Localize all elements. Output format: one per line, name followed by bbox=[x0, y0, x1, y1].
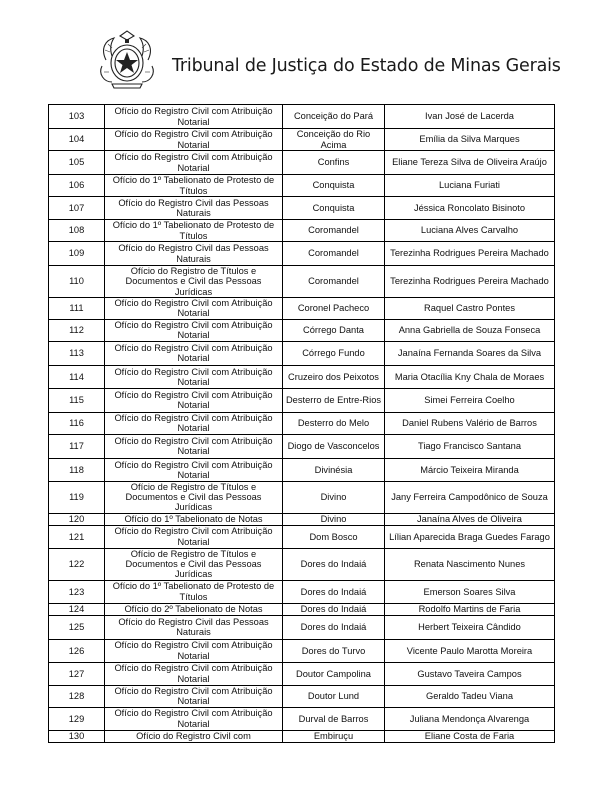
table-row bbox=[49, 707, 555, 730]
table-row bbox=[49, 730, 555, 742]
cell-city: Coromandel bbox=[283, 242, 385, 266]
cell-city: Divinésia bbox=[283, 458, 385, 481]
cell-number: 125 bbox=[49, 615, 105, 639]
cell-office: Ofício do 1º Tabelionato de Protesto de Títulos bbox=[105, 175, 283, 197]
cell-name: Ivan José de Lacerda bbox=[385, 105, 555, 129]
cell-name: Raquel Castro Pontes bbox=[385, 297, 555, 319]
cell-name: Luciana Furiati bbox=[385, 175, 555, 197]
cell-city: Conquista bbox=[283, 175, 385, 197]
cell-city: Córrego Danta bbox=[283, 319, 385, 341]
cell-city: Dores do Indaiá bbox=[283, 548, 385, 580]
cell-name: Geraldo Tadeu Viana bbox=[385, 685, 555, 707]
cell-number: 121 bbox=[49, 525, 105, 548]
table-row bbox=[49, 615, 555, 639]
cell-office: Ofício do Registro Civil com Atribuição Notarial bbox=[105, 458, 283, 481]
cell-number: 127 bbox=[49, 662, 105, 685]
cell-number: 113 bbox=[49, 341, 105, 365]
cell-office: Ofício de Registro de Títulos e Documentos e Civil das Pessoas Jurídicas bbox=[105, 481, 283, 513]
cell-name: Maria Otacília Kny Chala de Moraes bbox=[385, 365, 555, 388]
cell-name: Anna Gabriella de Souza Fonseca bbox=[385, 319, 555, 341]
cell-city: Dores do Indaiá bbox=[283, 603, 385, 615]
cell-office: Ofício do Registro Civil com Atribuição Notarial bbox=[105, 365, 283, 388]
table-row bbox=[49, 105, 555, 129]
table-row bbox=[49, 603, 555, 615]
cell-city: Divino bbox=[283, 481, 385, 513]
cell-city: Dores do Turvo bbox=[283, 639, 385, 662]
cell-number: 109 bbox=[49, 242, 105, 266]
registry-table-body bbox=[49, 105, 555, 743]
cell-office: Ofício do Registro Civil das Pessoas Naturais bbox=[105, 197, 283, 220]
cell-city: Córrego Fundo bbox=[283, 341, 385, 365]
table-row bbox=[49, 525, 555, 548]
cell-number: 105 bbox=[49, 151, 105, 175]
cell-city: Dom Bosco bbox=[283, 525, 385, 548]
table-row bbox=[49, 685, 555, 707]
table-row bbox=[49, 297, 555, 319]
cell-city: Doutor Lund bbox=[283, 685, 385, 707]
cell-office: Ofício do Registro Civil com Atribuição Notarial bbox=[105, 151, 283, 175]
cell-number: 112 bbox=[49, 319, 105, 341]
cell-office: Ofício de Registro de Títulos e Documentos e Civil das Pessoas Jurídicas bbox=[105, 548, 283, 580]
table-row bbox=[49, 365, 555, 388]
registry-table bbox=[48, 104, 555, 743]
table-row bbox=[49, 580, 555, 603]
cell-name: Janaína Fernanda Soares da Silva bbox=[385, 341, 555, 365]
cell-city: Dores do Indaiá bbox=[283, 615, 385, 639]
table-row bbox=[49, 513, 555, 525]
cell-name: Daniel Rubens Valério de Barros bbox=[385, 412, 555, 434]
cell-number: 107 bbox=[49, 197, 105, 220]
cell-number: 117 bbox=[49, 434, 105, 458]
cell-office: Ofício do Registro Civil com Atribuição Notarial bbox=[105, 341, 283, 365]
table-row bbox=[49, 458, 555, 481]
cell-office: Ofício do Registro Civil com Atribuição Notarial bbox=[105, 434, 283, 458]
cell-city: Cruzeiro dos Peixotos bbox=[283, 365, 385, 388]
cell-number: 104 bbox=[49, 129, 105, 151]
cell-number: 116 bbox=[49, 412, 105, 434]
cell-office: Ofício do 1º Tabelionato de Protesto de Títulos bbox=[105, 220, 283, 242]
table-row bbox=[49, 319, 555, 341]
table-row bbox=[49, 341, 555, 365]
cell-number: 124 bbox=[49, 603, 105, 615]
cell-name: Janaína Alves de Oliveira bbox=[385, 513, 555, 525]
cell-number: 126 bbox=[49, 639, 105, 662]
cell-number: 128 bbox=[49, 685, 105, 707]
cell-number: 106 bbox=[49, 175, 105, 197]
table-row bbox=[49, 548, 555, 580]
cell-number: 129 bbox=[49, 707, 105, 730]
cell-office: Ofício do 1º Tabelionato de Protesto de Títulos bbox=[105, 580, 283, 603]
cell-office: Ofício do Registro Civil com Atribuição Notarial bbox=[105, 639, 283, 662]
cell-office: Ofício do Registro Civil com Atribuição Notarial bbox=[105, 388, 283, 412]
page-header bbox=[0, 0, 612, 100]
table-row bbox=[49, 266, 555, 298]
cell-city: Divino bbox=[283, 513, 385, 525]
table-row bbox=[49, 242, 555, 266]
cell-name: Renata Nascimento Nunes bbox=[385, 548, 555, 580]
table-row bbox=[49, 639, 555, 662]
coat-of-arms-seal-icon bbox=[96, 30, 158, 92]
cell-name: Gustavo Taveira Campos bbox=[385, 662, 555, 685]
table-row bbox=[49, 175, 555, 197]
cell-name: Eliane Tereza Silva de Oliveira Araújo bbox=[385, 151, 555, 175]
cell-office: Ofício do Registro Civil com Atribuição Notarial bbox=[105, 685, 283, 707]
cell-office: Ofício do Registro Civil com Atribuição Notarial bbox=[105, 129, 283, 151]
cell-office: Ofício do Registro Civil com Atribuição Notarial bbox=[105, 319, 283, 341]
table-row bbox=[49, 151, 555, 175]
cell-city: Desterro de Entre-Rios bbox=[283, 388, 385, 412]
cell-office: Ofício do Registro de Títulos e Documentos e Civil das Pessoas Jurídicas bbox=[105, 266, 283, 298]
cell-name: Juliana Mendonça Alvarenga bbox=[385, 707, 555, 730]
table-row bbox=[49, 197, 555, 220]
cell-city: Conceição do Rio Acima bbox=[283, 129, 385, 151]
cell-number: 115 bbox=[49, 388, 105, 412]
cell-name: Tiago Francisco Santana bbox=[385, 434, 555, 458]
cell-city: Conceição do Pará bbox=[283, 105, 385, 129]
cell-name: Emília da Silva Marques bbox=[385, 129, 555, 151]
table-row bbox=[49, 220, 555, 242]
cell-city: Desterro do Melo bbox=[283, 412, 385, 434]
cell-number: 122 bbox=[49, 548, 105, 580]
table-row bbox=[49, 434, 555, 458]
cell-city: Doutor Campolina bbox=[283, 662, 385, 685]
cell-number: 123 bbox=[49, 580, 105, 603]
cell-number: 130 bbox=[49, 730, 105, 742]
cell-name: Jany Ferreira Campodônico de Souza bbox=[385, 481, 555, 513]
cell-city: Coronel Pacheco bbox=[283, 297, 385, 319]
table-row bbox=[49, 481, 555, 513]
cell-city: Embiruçu bbox=[283, 730, 385, 742]
cell-office: Ofício do 2º Tabelionato de Notas bbox=[105, 603, 283, 615]
cell-city: Coromandel bbox=[283, 266, 385, 298]
table-row bbox=[49, 412, 555, 434]
cell-name: Emerson Soares Silva bbox=[385, 580, 555, 603]
cell-number: 114 bbox=[49, 365, 105, 388]
cell-city: Diogo de Vasconcelos bbox=[283, 434, 385, 458]
cell-name: Terezinha Rodrigues Pereira Machado bbox=[385, 242, 555, 266]
cell-city: Dores do Indaiá bbox=[283, 580, 385, 603]
table-row bbox=[49, 129, 555, 151]
cell-name: Luciana Alves Carvalho bbox=[385, 220, 555, 242]
cell-city: Durval de Barros bbox=[283, 707, 385, 730]
cell-office: Ofício do Registro Civil das Pessoas Naturais bbox=[105, 242, 283, 266]
cell-number: 120 bbox=[49, 513, 105, 525]
cell-office: Ofício do Registro Civil das Pessoas Naturais bbox=[105, 615, 283, 639]
table-row bbox=[49, 662, 555, 685]
cell-name: Márcio Teixeira Miranda bbox=[385, 458, 555, 481]
cell-name: Jéssica Roncolato Bisinoto bbox=[385, 197, 555, 220]
cell-name: Terezinha Rodrigues Pereira Machado bbox=[385, 266, 555, 298]
cell-name: Eliane Costa de Faria bbox=[385, 730, 555, 742]
cell-number: 111 bbox=[49, 297, 105, 319]
cell-name: Rodolfo Martins de Faria bbox=[385, 603, 555, 615]
cell-name: Herbert Teixeira Cândido bbox=[385, 615, 555, 639]
cell-number: 118 bbox=[49, 458, 105, 481]
cell-office: Ofício do Registro Civil com bbox=[105, 730, 283, 742]
cell-office: Ofício do Registro Civil com Atribuição Notarial bbox=[105, 105, 283, 129]
cell-number: 108 bbox=[49, 220, 105, 242]
cell-number: 103 bbox=[49, 105, 105, 129]
cell-number: 119 bbox=[49, 481, 105, 513]
cell-number: 110 bbox=[49, 266, 105, 298]
cell-office: Ofício do Registro Civil com Atribuição Notarial bbox=[105, 297, 283, 319]
cell-city: Conquista bbox=[283, 197, 385, 220]
cell-office: Ofício do Registro Civil com Atribuição Notarial bbox=[105, 662, 283, 685]
cell-city: Confins bbox=[283, 151, 385, 175]
page-title: Tribunal de Justiça do Estado de Minas Gerais bbox=[172, 56, 561, 76]
cell-office: Ofício do Registro Civil com Atribuição Notarial bbox=[105, 412, 283, 434]
table-row bbox=[49, 388, 555, 412]
cell-name: Vicente Paulo Marotta Moreira bbox=[385, 639, 555, 662]
cell-city: Coromandel bbox=[283, 220, 385, 242]
cell-office: Ofício do Registro Civil com Atribuição Notarial bbox=[105, 525, 283, 548]
cell-office: Ofício do Registro Civil com Atribuição Notarial bbox=[105, 707, 283, 730]
cell-name: Lílian Aparecida Braga Guedes Farago bbox=[385, 525, 555, 548]
cell-office: Ofício do 1º Tabelionato de Notas bbox=[105, 513, 283, 525]
cell-name: Simei Ferreira Coelho bbox=[385, 388, 555, 412]
